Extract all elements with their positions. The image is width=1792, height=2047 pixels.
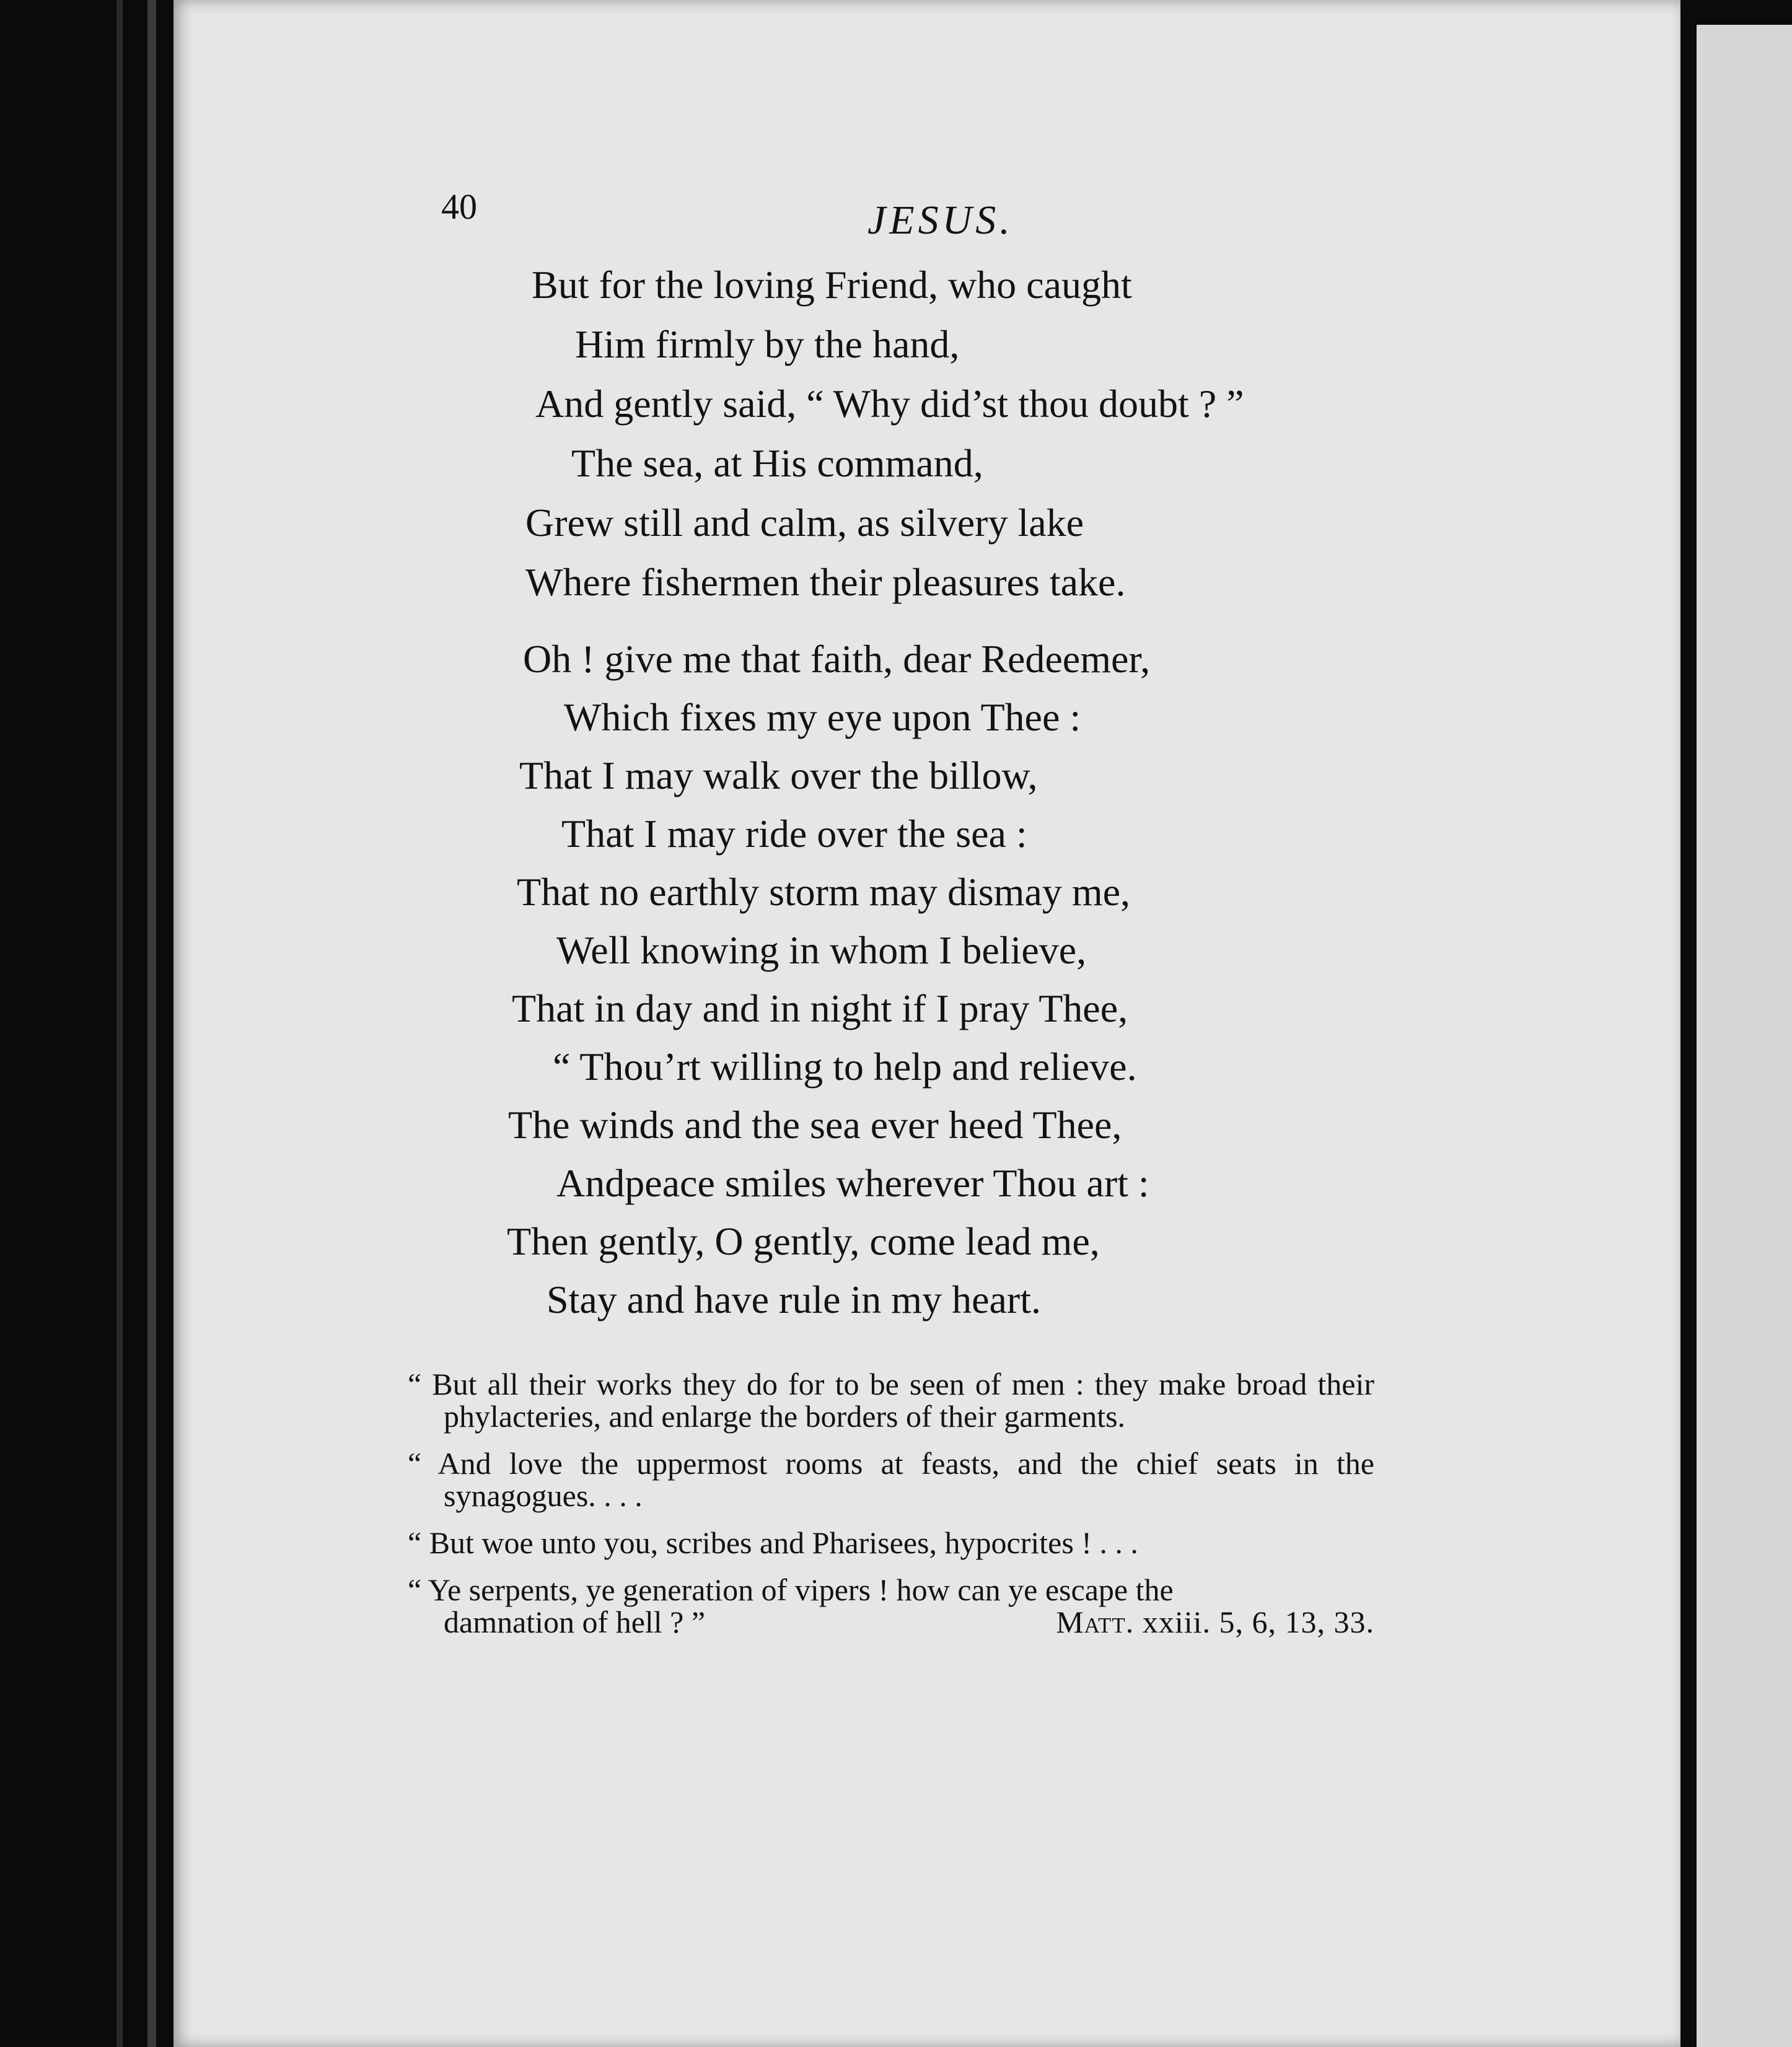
verse-line: Well knowing in whom I believe, [556, 928, 1087, 972]
scripture-closing-text: damnation of hell ? ” [444, 1605, 706, 1639]
book-page [173, 0, 1680, 2047]
adjacent-page-edge [1697, 25, 1792, 2047]
verse-line: Grew still and calm, as silvery lake [525, 501, 1084, 545]
verse-line: That I may ride over the sea : [561, 812, 1027, 856]
verse-line: And gently said, “ Why did’st thou doubt ? ” [535, 382, 1244, 426]
citation-book: Matt. [1056, 1605, 1135, 1639]
verse-line: But for the loving Friend, who caught [532, 263, 1132, 307]
scripture-paragraph: “ But woe unto you, scribes and Pharisees, hypocrites ! . . . [408, 1525, 1138, 1560]
scripture-citation [1056, 1606, 1374, 1638]
verse-line: The winds and the sea ever heed Thee, [508, 1103, 1122, 1147]
citation-reference: xxiii. 5, 6, 13, 33. [1142, 1605, 1374, 1639]
binding-edge [147, 0, 156, 2047]
verse-line: Where fishermen their pleasures take. [525, 560, 1126, 604]
scripture-paragraph: “ But all their works they do for to be seen of men : they make broad their phylacteries, and enlarge the borders of their garments. [408, 1367, 1374, 1434]
verse-line: “ Thou’rt willing to help and relieve. [553, 1045, 1137, 1089]
verse-line: Oh ! give me that faith, dear Redeemer, [523, 637, 1151, 681]
verse-line: That in day and in night if I pray Thee, [512, 986, 1128, 1030]
scripture-paragraph: “ Ye serpents, ye generation of vipers ! how can ye escape the [408, 1572, 1174, 1607]
verse-line: Stay and have rule in my heart. [547, 1278, 1041, 1322]
scripture-paragraph: “ And love the uppermost rooms at feasts, and the chief seats in the synagogues. . . . [408, 1446, 1374, 1513]
binding-edge [116, 0, 123, 2047]
scripture-quotation [408, 1368, 1374, 1638]
page-number: 40 [441, 186, 477, 227]
verse-line: Then gently, O gently, come lead me, [507, 1219, 1100, 1263]
verse-line: Which fixes my eye upon Thee : [564, 695, 1081, 739]
verse-line: The sea, at His command, [571, 441, 983, 485]
verse-line: Andpeace smiles wherever Thou art : [556, 1161, 1149, 1205]
verse-line: Him firmly by the hand, [575, 322, 960, 366]
verse-line: That I may walk over the billow, [519, 753, 1038, 797]
verse-line: That no earthly storm may dismay me, [517, 870, 1130, 914]
running-title: JESUS. [867, 198, 1014, 243]
scripture-final-line [408, 1606, 1374, 1638]
